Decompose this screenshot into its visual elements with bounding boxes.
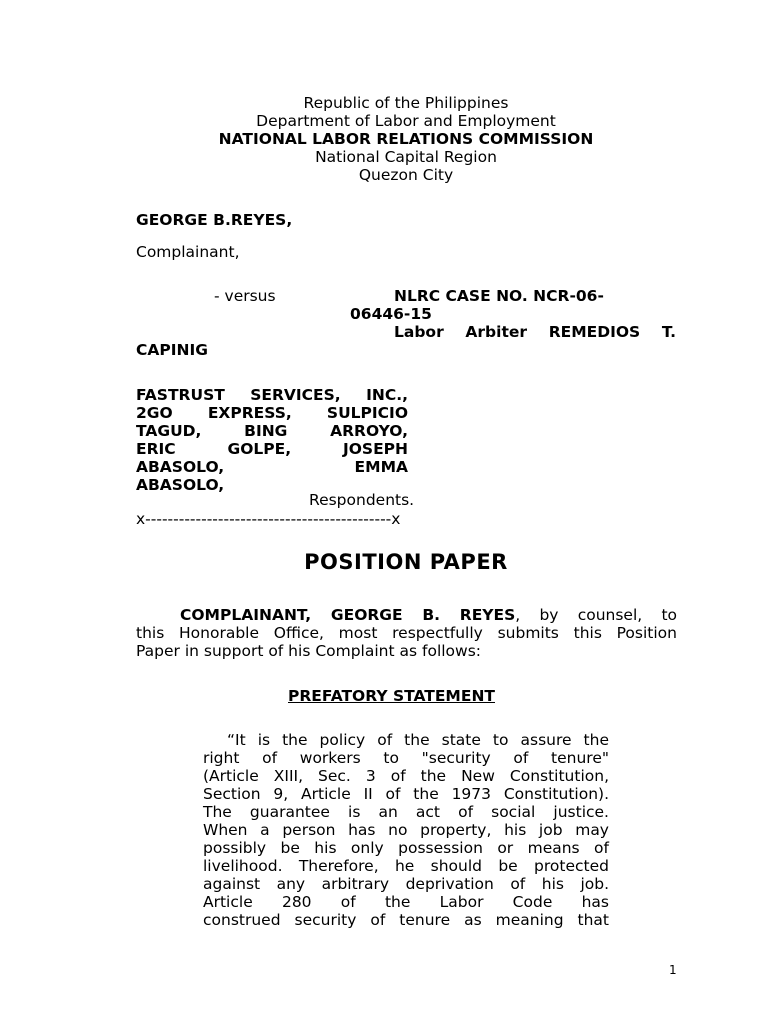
case-number-line2: 06446-15 bbox=[350, 305, 432, 323]
labor-arbiter-line2: CAPINIG bbox=[136, 341, 208, 359]
header-region: National Capital Region bbox=[315, 148, 497, 166]
complainant-lead: COMPLAINANT, GEORGE B. REYES bbox=[180, 606, 516, 624]
quote-line: Section 9, Article II of the 1973 Constitution). bbox=[203, 785, 609, 803]
respondents-line: 2GO EXPRESS, SULPICIO bbox=[136, 404, 408, 422]
quote-line: (Article XIII, Sec. 3 of the New Constitution, bbox=[203, 767, 609, 785]
respondents-block bbox=[136, 386, 408, 494]
respondents-line: ABASOLO, bbox=[136, 476, 225, 494]
quote-block bbox=[203, 731, 609, 929]
respondents-line: FASTRUST SERVICES, INC., bbox=[136, 386, 408, 404]
quote-line: Article 280 of the Labor Code has bbox=[203, 893, 609, 911]
complainant-role: Complainant, bbox=[136, 243, 240, 261]
header-republic: Republic of the Philippines bbox=[303, 94, 509, 112]
intro-paragraph bbox=[136, 606, 677, 660]
respondents-line: ERIC GOLPE, JOSEPH bbox=[136, 440, 408, 458]
respondents-role: Respondents. bbox=[309, 491, 415, 509]
versus-label: - versus bbox=[214, 287, 276, 305]
intro-line: this Honorable Office, most respectfully submits this Position bbox=[136, 624, 677, 642]
quote-line: against any arbitrary deprivation of his job. bbox=[203, 875, 609, 893]
page-number: 1 bbox=[669, 963, 677, 977]
respondents-line: ABASOLO, EMMA bbox=[136, 458, 408, 476]
quote-line: When a person has no property, his job may bbox=[203, 821, 609, 839]
labor-arbiter-line1: Labor Arbiter REMEDIOS T. bbox=[394, 323, 676, 341]
document-title: POSITION PAPER bbox=[304, 550, 508, 574]
complainant-name: GEORGE B.REYES, bbox=[136, 211, 293, 229]
intro-line bbox=[136, 606, 677, 624]
section-heading: PREFATORY STATEMENT bbox=[288, 687, 495, 705]
header-department: Department of Labor and Employment bbox=[256, 112, 556, 130]
quote-line: livelihood. Therefore, he should be protected bbox=[203, 857, 609, 875]
header-city: Quezon City bbox=[358, 166, 454, 184]
intro-line: Paper in support of his Complaint as follows: bbox=[136, 642, 482, 660]
quote-line: construed security of tenure as meaning that bbox=[203, 911, 609, 929]
quote-line: possibly be his only possession or means of bbox=[203, 839, 609, 857]
quote-line: The guarantee is an act of social justice. bbox=[203, 803, 609, 821]
header-commission: NATIONAL LABOR RELATIONS COMMISSION bbox=[218, 130, 594, 148]
quote-line: right of workers to "security of tenure" bbox=[203, 749, 609, 767]
quote-line: “It is the policy of the state to assure the bbox=[227, 731, 609, 749]
case-number-line1: NLRC CASE NO. NCR-06- bbox=[394, 287, 604, 305]
caption-separator: x--------------------------------------------x bbox=[136, 510, 401, 528]
intro-line1-rest: , by counsel, to bbox=[515, 606, 678, 624]
respondents-line: TAGUD, BING ARROYO, bbox=[136, 422, 408, 440]
